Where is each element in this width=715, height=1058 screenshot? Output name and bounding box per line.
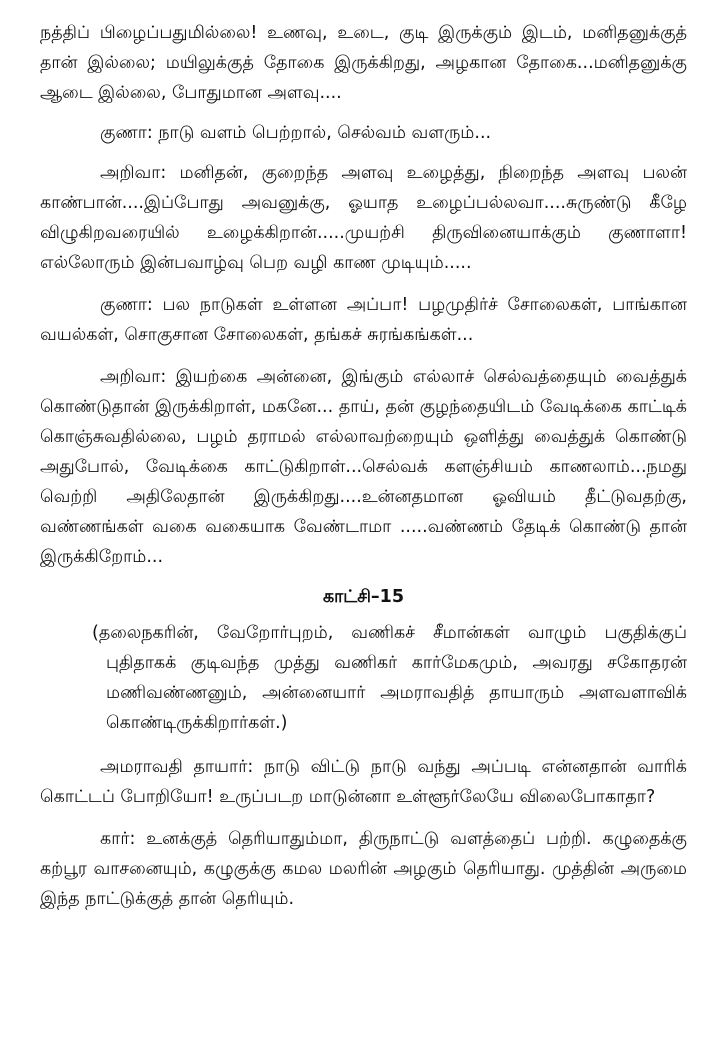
dialogue-guna-1: குணா: நாடு வளம் பெற்றால், செல்வம் வளரும்... [100, 123, 492, 143]
dialogue-guna-2: குணா: பல நாடுகள் உள்ளன அப்பா! பழமுதிர்ச் சோலைகள், பாங்கான வயல்கள், சொகுசான சோலைகள், தங்கச் சுரங்கங்கள்... [40, 295, 687, 345]
dialogue-ariva-2: அறிவா: இயற்கை அன்னை, இங்கும் எல்லாச் செல்வத்தையும் வைத்துக் கொண்டுதான் இருக்கிறாள், மகனே... தாய், தன் குழந்தையிடம் வேடிக்கை காட்டிக் கொஞ்சுவதில்லை, பழம் தராமல் எல்லாவற்றையும் ஒளித்து வைத்துக் கொண்டு அதுபோல், வேடிக்கை காட்டுகிறாள்...செல்வக் களஞ்சியம் காணலாம்...நமது வெற்றி அதிலேதான் இருக்கிறது....உன்னதமான ஓவியம் தீட்டுவதற்கு, வண்ணங்கள் வகை வகையாக வேண்டாமா .....வண்ணம் தேடிக் கொண்டு தான் இருக்கிறோம்... [40, 367, 687, 567]
dialogue-kar: கார்: உனக்குத் தெரியாதும்மா, திருநாட்டு வளத்தைப் பற்றி. கழுதைக்கு கற்பூர வாசனையும், கழுகுக்கு கமல மலரின் அழகும் தெரியாது. முத்தின் அருமை இந்த நாட்டுக்குத் தான் தெரியும். [40, 829, 687, 909]
scene-heading: காட்சி–15 [322, 587, 405, 607]
stage-direction: (தலைநகரின், வேறோர்புறம், வணிகச் சீமான்கள் வாழும் பகுதிக்குப் புதிதாகக் குடிவந்த முத்து வணிகர் கார்மேகமும், அவரது சகோதரன் மணிவண்ணனும், அன்னையார் அமராவதித் தாயாரும் அளவளாவிக் கொண்டிருக்கிறார்கள்.) [92, 623, 687, 733]
dialogue-ariva-1: அறிவா: மனிதன், குறைந்த அளவு உழைத்து, நிறைந்த அளவு பலன் காண்பான்....இப்போது அவனுக்கு, ஓயாத உழைப்பல்லவா....சுருண்டு கீழே விழுகிறவரையில் உழைக்கிறான்.....முயற்சி திருவினையாக்கும் குணாளா! எல்லோரும் இன்பவாழ்வு பெற வழி காண முடியும்..... [40, 163, 687, 273]
paragraph-opening: நத்திப் பிழைப்பதுமில்லை! உணவு, உடை, குடி இருக்கும் இடம், மனிதனுக்குத் தான் இல்லை; மயிலுக்குத் தோகை இருக்கிறது, அழகான தோகை...மனிதனுக்கு ஆடை இல்லை, போதுமான அளவு.... [40, 23, 687, 103]
dialogue-amaravathi: அமராவதி தாயார்: நாடு விட்டு நாடு வந்து அப்படி என்னதான் வாரிக் கொட்டப் போறியோ! உருப்படற மாடுன்னா உள்ளூர்லேயே விலைபோகாதா? [40, 757, 687, 807]
